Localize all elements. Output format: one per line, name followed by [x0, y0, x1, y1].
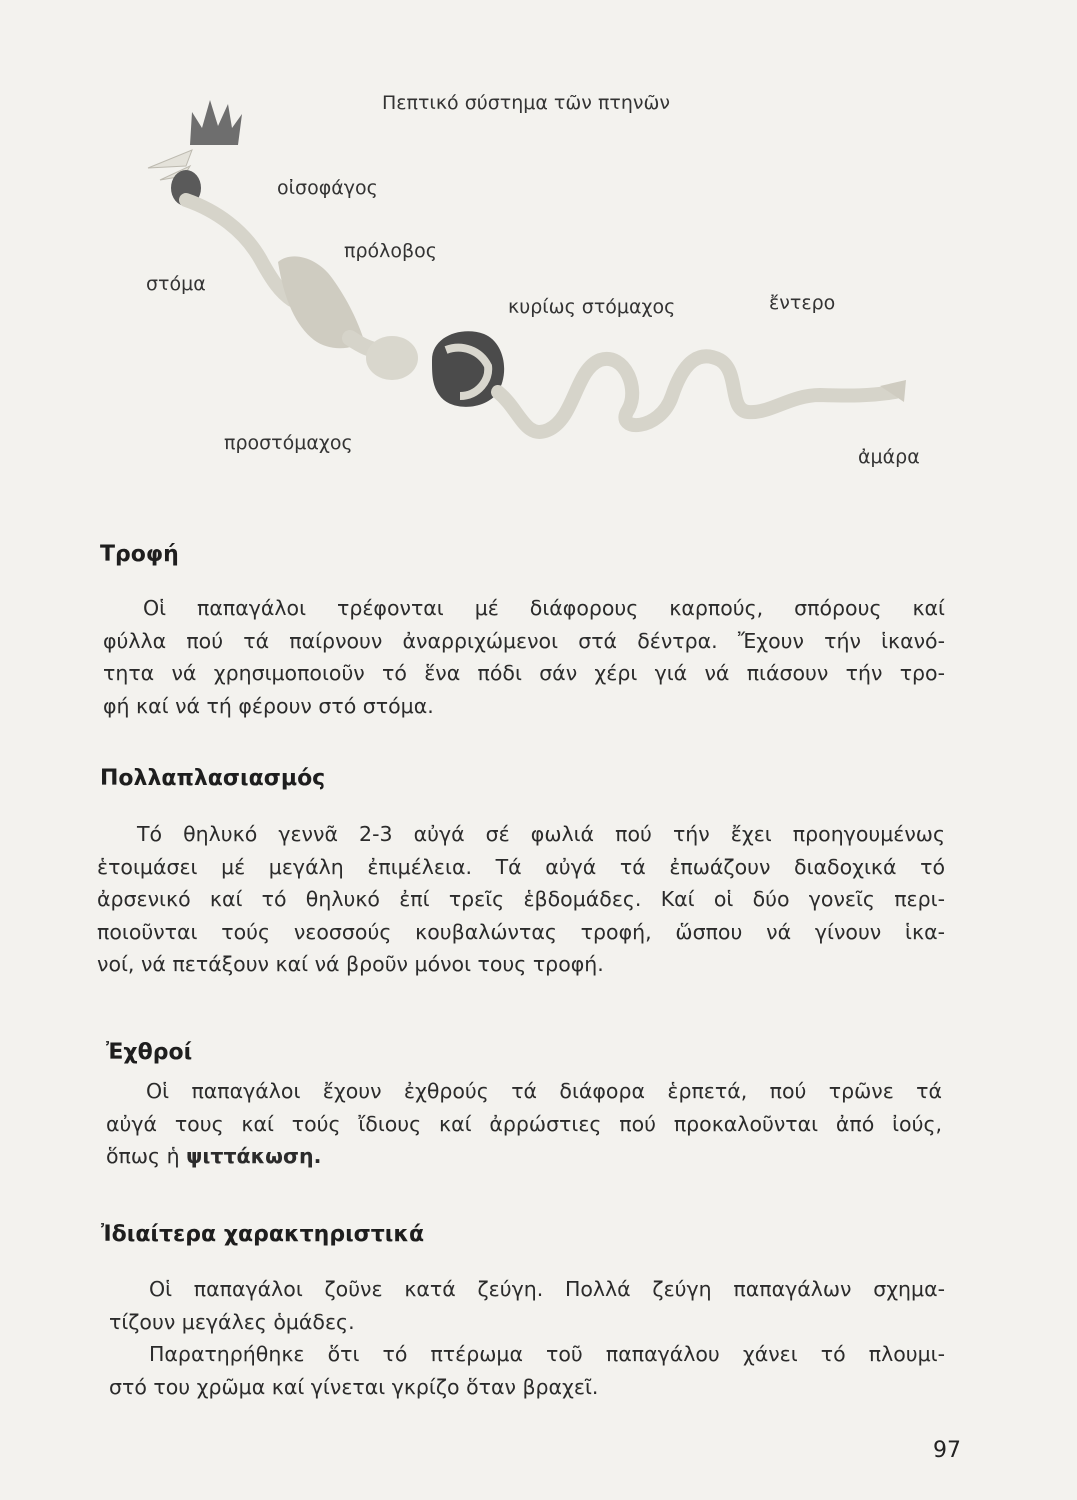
- heading-food: Τροφή: [100, 542, 179, 567]
- heading-features: Ἰδιαίτερα χαρακτηριστικά: [101, 1222, 425, 1247]
- page-number: 97: [933, 1438, 961, 1463]
- label-gizzard: κυρίως στόμαχος: [508, 296, 676, 318]
- text-fragment: ὅπως ἡ: [106, 1144, 187, 1168]
- text-line: αὐγά τους καί τούς ἴδιους καί ἀρρώστιες πού προκαλοῦνται ἀπό ἰούς,: [106, 1111, 942, 1136]
- digestive-drawing: [0, 0, 1077, 500]
- text-line: φύλλα πού τά παίρνουν ἀναρριχώμενοι στά δέντρα. Ἔχουν τήν ἱκανό-: [103, 628, 945, 653]
- paragraph-reproduction: [97, 818, 945, 981]
- crown-shape: [190, 100, 242, 145]
- text-line: [106, 1140, 942, 1173]
- text-line: Παρατηρήθηκε ὅτι τό πτέρωμα τοῦ παπαγάλου χάνει τό πλουμι-: [149, 1342, 945, 1366]
- text-line: Τό θηλυκό γεννᾶ 2-3 αὐγά σέ φωλιά πού τήν ἔχει προηγουμένως: [137, 822, 945, 846]
- proventriculus-shape: [366, 336, 418, 380]
- heading-reproduction: Πολλαπλασιασμός: [100, 766, 326, 791]
- term-psittacosis: ψιττάκωση.: [186, 1144, 322, 1168]
- paragraph-features: [109, 1273, 945, 1403]
- paragraph-enemies: [106, 1075, 942, 1173]
- intestine-shape: [498, 356, 895, 432]
- text-line: φή καί νά τή φέρουν στό στόμα.: [103, 693, 434, 718]
- text-line: Οἱ παπαγάλοι ζοῦνε κατά ζεύγη. Πολλά ζεύγη παπαγάλων σχημα-: [149, 1277, 945, 1301]
- paragraph-food: [103, 592, 945, 722]
- digestive-diagram: [0, 0, 1077, 500]
- text-line: ποιοῦνται τούς νεοσσούς κουβαλώντας τροφή, ὥσπου νά γίνουν ἱκα-: [97, 919, 945, 944]
- label-mouth: στόμα: [146, 273, 206, 295]
- label-intestine: ἔντερο: [769, 292, 836, 314]
- text-line: ἀρσενικό καί τό θηλυκό ἐπί τρεῖς ἑβδομάδες. Καί οἱ δύο γονεῖς περι-: [97, 887, 945, 911]
- text-line: τίζουν μεγάλες ὁμάδες.: [109, 1309, 355, 1334]
- text-line: τητα νά χρησιμοποιοῦν τό ἕνα πόδι σάν χέρι γιά νά πιάσουν τήν τρο-: [103, 661, 945, 685]
- label-cloaca: ἀμάρα: [858, 446, 920, 468]
- text-line: Οἱ παπαγάλοι ἔχουν ἐχθρούς τά διάφορα ἑρπετά, πού τρῶνε τά: [146, 1079, 942, 1103]
- heading-enemies: Ἐχθροί: [106, 1040, 193, 1065]
- text-line: νοί, νά πετάξουν καί νά βροῦν μόνοι τους τροφή.: [97, 952, 604, 976]
- diagram-title: Πεπτικό σύστημα τῶν πτηνῶν: [382, 92, 670, 114]
- label-proventriculus: προστόμαχος: [224, 432, 353, 454]
- text-line: ἑτοιμάσει μέ μεγάλη ἐπιμέλεια. Τά αὐγά τά ἐπωάζουν διαδοχικά τό: [97, 854, 945, 879]
- text-line: στό του χρῶμα καί γίνεται γκρίζο ὅταν βραχεῖ.: [109, 1374, 599, 1399]
- text-line: Οἱ παπαγάλοι τρέφονται μέ διάφορους καρπούς, σπόρους καί: [143, 596, 945, 620]
- label-crop: πρόλοβος: [344, 240, 437, 262]
- beak-shape: [148, 150, 192, 168]
- label-oesophagus: οἰσοφάγος: [277, 177, 378, 199]
